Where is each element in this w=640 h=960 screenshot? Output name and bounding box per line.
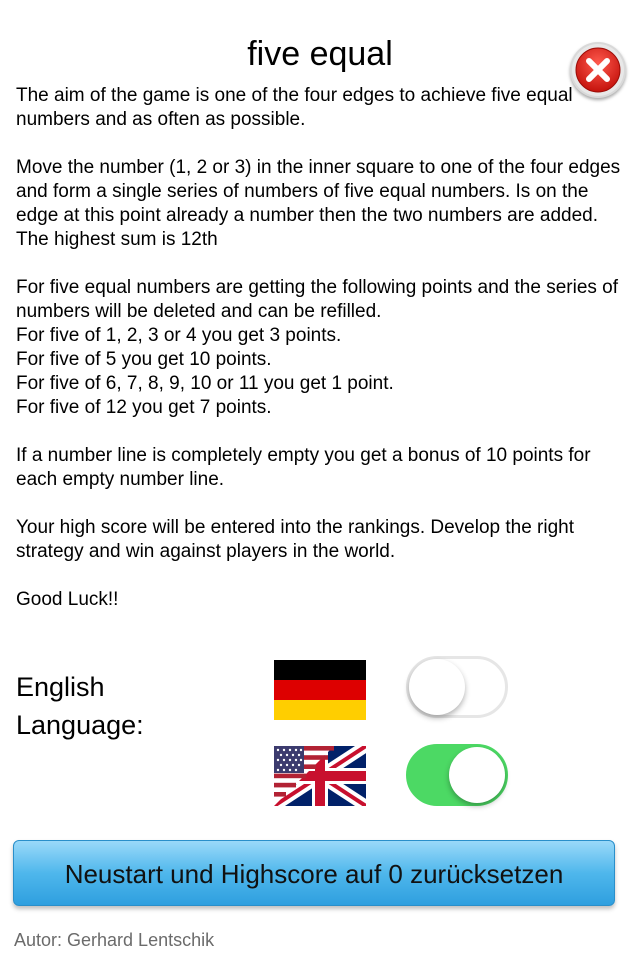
scoring-rule: For five of 5 you get 10 points. [16,349,272,370]
instructions-paragraph: Your high score will be entered into the rankings. Develop the right strategy and win against players in the world. [16,517,575,562]
scoring-rule: For five of 1, 2, 3 or 4 you get 3 points. [16,325,342,346]
us-uk-flag-icon [274,746,366,806]
english-language-toggle[interactable] [406,744,508,806]
instructions-paragraph: Move the number (1, 2 or 3) in the inner square to one of the four edges and form a single series of numbers of five equal numbers. Is on the edge at this point already a number then the two numbers are added. The highest sum is 12th [16,157,621,250]
german-language-toggle[interactable] [406,656,508,718]
instructions-paragraph: Good Luck!! [16,589,119,610]
scoring-rule: For five of 12 you get 7 points. [16,397,272,418]
instructions-paragraph: If a number line is completely empty you get a bonus of 10 points for each empty number line. [16,445,591,490]
instructions-text [16,84,628,636]
reset-highscore-button[interactable]: Neustart und Highscore auf 0 zurücksetzen [13,840,615,906]
language-label-line: Language: [16,710,144,740]
language-label-line: English [16,672,105,702]
instructions-paragraph: The aim of the game is one of the four edges to achieve five equal numbers and as often as possible. [16,85,573,130]
instructions-paragraph: For five equal numbers are getting the following points and the series of numbers will be deleted and can be refilled. [16,277,619,322]
toggle-knob [409,659,465,715]
page-title: five equal [247,35,393,73]
author-credit: Autor: Gerhard Lentschik [14,930,215,950]
scoring-rule: For five of 6, 7, 8, 9, 10 or 11 you get 1 point. [16,373,394,394]
german-flag-icon [274,660,366,720]
language-label [16,668,144,744]
toggle-knob [449,747,505,803]
